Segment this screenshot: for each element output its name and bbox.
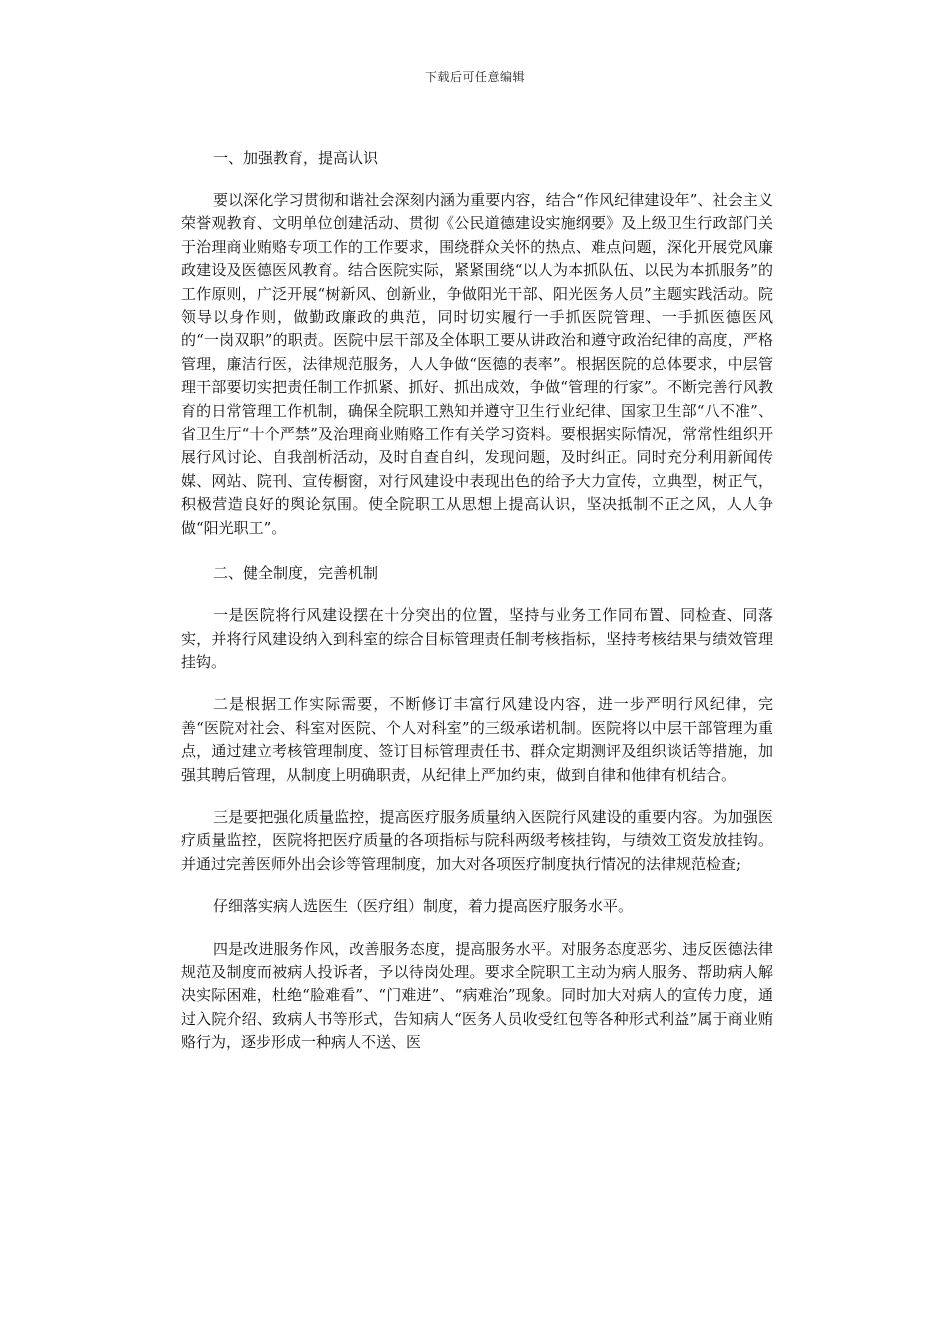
document-body [181, 145, 773, 1055]
section-2-paragraph-1: 一是医院将行风建设摆在十分突出的位置，坚持与业务工作同布置、同检查、同落实，并将行风建设纳入到科室的综合目标管理责任制考核指标，坚持考核结果与绩效管理挂钩。 [181, 606, 773, 671]
section-1-paragraph: 要以深化学习贯彻和谐社会深刻内涵为重要内容，结合“作风纪律建设年”、社会主义荣誉观教育、文明单位创建活动、贯彻《公民道德建设实施纲要》及上级卫生行政部门关于治理商业贿赂专项工作的工作要求，围绕群众关怀的热点、难点问题，深化开展党风廉政建设及医德医风教育。结合医院实际，紧紧围绕“以人为本抓队伍、以民为本抓服务”的工作原则，广泛开展“树新风、创新业，争做阳光干部、阳光医务人员”主题实践活动。院领导以身作则，做勤政廉政的典范，同时切实履行一手抓医院管理、一手抓医德医风的“一岗双职”的职责。医院中层干部及全体职工要从讲政治和遵守政治纪律的高度，严格管理，廉洁行医，法律规范服务，人人争做“医德的表率”。根据医院的总体要求，中层管理干部要切实把责任制工作抓紧、抓好、抓出成效，争做“管理的行家”。不断完善行风教育的日常管理工作机制，确保全院职工熟知并遵守卫生行业纪律、国家卫生部“八不准”、省卫生厅“十个严禁”及治理商业贿赂工作有关学习资料。要根据实际情况，常常性组织开展行风讨论、自我剖析活动，及时自查自纠，发现问题，及时纠正。同时充分利用新闻传媒、网站、院刊、宣传橱窗，对行风建设中表现出色的给予大力宣传，立典型，树正气，积极营造良好的舆论氛围。使全院职工从思想上提高认识，坚决抵制不正之风，人人争做“阳光职工”。 [181, 191, 773, 537]
section-1-heading: 一、加强教育，提高认识 [213, 149, 379, 167]
section-2-paragraph-2: 二是根据工作实际需要，不断修订丰富行风建设内容，进一步严明行风纪律，完善“医院对社会、科室对医院、个人对科室”的三级承诺机制。医院将以中层干部管理为重点，通过建立考核管理制度、签订目标管理责任书、群众定期测评及组织谈话等措施，加强其聘后管理，从制度上明确职责，从纪律上严加约束，做到自律和他律有机结合。 [181, 695, 773, 784]
section-2-paragraph-4: 仔细落实病人选医生（医疗组）制度，着力提高医疗服务水平。 [213, 897, 634, 916]
section-2-heading: 二、健全制度，完善机制 [213, 564, 379, 583]
section-2-paragraph-5: 四是改进服务作风，改善服务态度，提高服务水平。对服务态度恶劣、违反医德法律规范及制度而被病人投诉者，予以待岗处理。要求全院职工主动为病人服务、帮助病人解决实际困难，杜绝“脸难看”、“门难进”、“病难治”现象。同时加大对病人的宣传力度，通过入院介绍、致病人书等形式，告知病人“医务人员收受红包等各种形式利益”属于商业贿赂行为，逐步形成一种病人不送、医 [181, 939, 773, 1052]
page-header: 下载后可任意编辑 [424, 70, 525, 84]
section-2-paragraph-3: 三是要把强化质量监控，提高医疗服务质量纳入医院行风建设的重要内容。为加强医疗质量监控，医院将把医疗质量的各项指标与院科两级考核挂钩，与绩效工资发放挂钩。并通过完善医师外出会诊等管理制度，加大对各项医疗制度执行情况的法律规范检查; [181, 807, 773, 873]
